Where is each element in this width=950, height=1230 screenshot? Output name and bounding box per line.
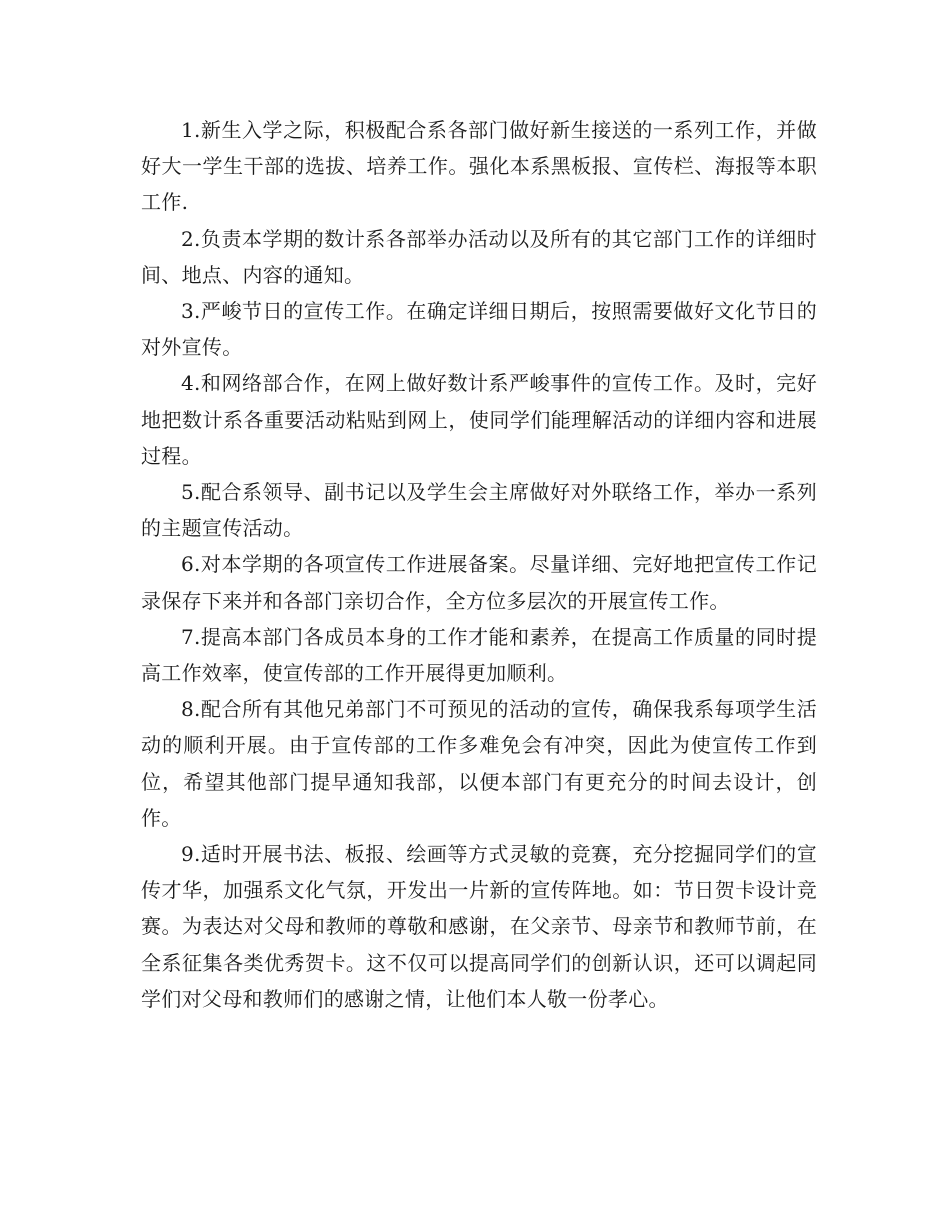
paragraph-2: 2.负责本学期的数计系各部举办活动以及所有的其它部门工作的详细时间、地点、内容的通知。 (141, 226, 817, 287)
paragraph-7: 7.提高本部门各成员本身的工作才能和素养，在提高工作质量的同时提高工作效率，使宣传部的工作开展得更加顺利。 (141, 624, 817, 686)
paragraph-3: 3.严峻节日的宣传工作。在确定详细日期后，按照需要做好文化节日的对外宣传。 (141, 299, 817, 360)
paragraph-1: 1.新生入学之际，积极配合系各部门做好新生接送的一系列工作，并做好大一学生干部的选拔、培养工作。强化本系黑板报、宣传栏、海报等本职工作. (141, 118, 817, 215)
paragraph-9: 9.适时开展书法、板报、绘画等方式灵敏的竞赛，充分挖掘同学们的宣传才华，加强系文化气氛，开发出一片新的宣传阵地。如：节日贺卡设计竞赛。为表达对父母和教师的尊敬和感谢，在父亲节、母亲节和教师节前，在全系征集各类优秀贺卡。这不仅可以提高同学们的创新认识，还可以调起同学们对父母和教师们的感谢之情，让他们本人敬一份孝心。 (141, 842, 817, 1011)
document-body (141, 112, 817, 1017)
paragraph-4: 4.和网络部合作，在网上做好数计系严峻事件的宣传工作。及时，完好地把数计系各重要活动粘贴到网上，使同学们能理解活动的详细内容和进展过程。 (141, 371, 817, 468)
paragraph-5: 5.配合系领导、副书记以及学生会主席做好对外联络工作，举办一系列的主题宣传活动。 (141, 480, 817, 541)
paragraph-6: 6.对本学期的各项宣传工作进展备案。尽量详细、完好地把宣传工作记录保存下来并和各部门亲切合作，全方位多层次的开展宣传工作。 (141, 552, 817, 613)
paragraph-8: 8.配合所有其他兄弟部门不可预见的活动的宣传，确保我系每项学生活动的顺利开展。由于宣传部的工作多难免会有冲突，因此为使宣传工作到位，希望其他部门提早通知我部，以便本部门有更充分的时间去设计，创作。 (141, 697, 817, 830)
